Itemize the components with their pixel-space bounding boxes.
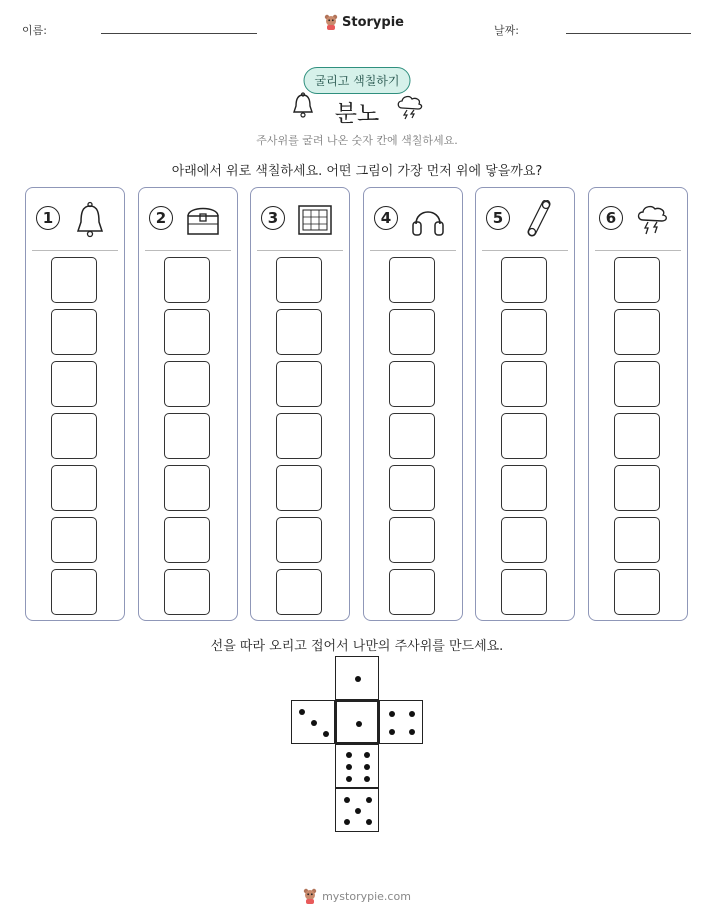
color-box[interactable] xyxy=(501,465,547,511)
dice-pip xyxy=(366,819,372,825)
color-box[interactable] xyxy=(501,413,547,459)
color-box[interactable] xyxy=(51,465,97,511)
column-divider xyxy=(370,250,456,251)
color-box[interactable] xyxy=(389,309,435,355)
color-box[interactable] xyxy=(389,517,435,563)
color-box[interactable] xyxy=(614,361,660,407)
color-box[interactable] xyxy=(276,465,322,511)
puzzle-board-icon xyxy=(295,200,335,240)
column-5 xyxy=(475,187,575,621)
color-box[interactable] xyxy=(501,517,547,563)
column-divider xyxy=(482,250,568,251)
color-box[interactable] xyxy=(51,309,97,355)
color-box[interactable] xyxy=(51,257,97,303)
name-line xyxy=(101,33,257,34)
dice-pip xyxy=(356,721,362,727)
dice-face-1 xyxy=(335,700,379,744)
activity-badge: 굴리고 색칠하기 xyxy=(304,67,411,94)
bear-logo-icon xyxy=(324,14,338,30)
color-box[interactable] xyxy=(614,517,660,563)
column-number: 1 xyxy=(36,206,60,230)
dice-pip xyxy=(346,752,352,758)
dice-pip xyxy=(366,797,372,803)
headphones-icon xyxy=(408,200,448,240)
dice-face-3 xyxy=(291,700,335,744)
dice-pip xyxy=(364,776,370,782)
dice-face-1 xyxy=(335,656,379,700)
column-number: 3 xyxy=(261,206,285,230)
color-box[interactable] xyxy=(51,413,97,459)
color-box[interactable] xyxy=(389,361,435,407)
dice-pip xyxy=(355,676,361,682)
page-title: 분노 xyxy=(334,101,380,127)
color-box[interactable] xyxy=(389,569,435,615)
dice-face-4 xyxy=(379,700,423,744)
column-4 xyxy=(363,187,463,621)
color-box[interactable] xyxy=(164,569,210,615)
brand-name: Storypie xyxy=(342,14,404,30)
date-line xyxy=(566,33,691,34)
dice-pip xyxy=(389,711,395,717)
color-box[interactable] xyxy=(276,517,322,563)
date-label: 날짜: xyxy=(494,24,519,37)
color-box[interactable] xyxy=(614,465,660,511)
column-6 xyxy=(588,187,688,621)
column-1 xyxy=(25,187,125,621)
color-box[interactable] xyxy=(389,465,435,511)
column-number: 5 xyxy=(486,206,510,230)
color-box[interactable] xyxy=(164,309,210,355)
instruction: 아래에서 위로 색칠하세요. 어떤 그림이 가장 먼저 위에 닿을까요? xyxy=(171,164,543,179)
color-box[interactable] xyxy=(164,465,210,511)
color-box[interactable] xyxy=(276,413,322,459)
net-instruction: 선을 따라 오리고 접어서 나만의 주사위를 만드세요. xyxy=(210,639,504,654)
dice-pip xyxy=(346,764,352,770)
color-box[interactable] xyxy=(614,309,660,355)
column-divider xyxy=(32,250,118,251)
column-3 xyxy=(250,187,350,621)
dice-pip xyxy=(344,797,350,803)
bell-icon xyxy=(70,200,110,240)
column-divider xyxy=(257,250,343,251)
color-box[interactable] xyxy=(276,257,322,303)
color-box[interactable] xyxy=(389,257,435,303)
dice-pip xyxy=(409,711,415,717)
dice-face-6 xyxy=(335,744,379,788)
color-box[interactable] xyxy=(614,413,660,459)
column-2 xyxy=(138,187,238,621)
color-box[interactable] xyxy=(501,569,547,615)
column-divider xyxy=(595,250,681,251)
dice-pip xyxy=(389,729,395,735)
color-box[interactable] xyxy=(276,361,322,407)
dice-pip xyxy=(364,764,370,770)
dice-pip xyxy=(323,731,329,737)
dice-pip xyxy=(409,729,415,735)
bear-logo-icon xyxy=(303,888,317,904)
storm-cloud-icon xyxy=(395,92,425,120)
dice-pip xyxy=(346,776,352,782)
dice-pip xyxy=(311,720,317,726)
color-box[interactable] xyxy=(614,569,660,615)
color-box[interactable] xyxy=(389,413,435,459)
brand-logo xyxy=(324,14,404,30)
column-number: 2 xyxy=(149,206,173,230)
color-box[interactable] xyxy=(51,517,97,563)
footer-url: mystorypie.com xyxy=(322,889,411,903)
subtitle: 주사위를 굴려 나온 숫자 칸에 색칠하세요. xyxy=(256,134,458,147)
column-divider xyxy=(145,250,231,251)
treasure-chest-icon xyxy=(183,200,223,240)
color-box[interactable] xyxy=(501,309,547,355)
color-box[interactable] xyxy=(276,309,322,355)
dice-pip xyxy=(364,752,370,758)
dice-face-5 xyxy=(335,788,379,832)
color-box[interactable] xyxy=(51,361,97,407)
color-box[interactable] xyxy=(501,361,547,407)
name-label: 이름: xyxy=(22,24,47,37)
scroll-icon xyxy=(520,200,560,240)
dice-pip xyxy=(299,709,305,715)
color-box[interactable] xyxy=(164,361,210,407)
footer xyxy=(0,888,714,904)
color-box[interactable] xyxy=(501,257,547,303)
color-box[interactable] xyxy=(164,517,210,563)
color-box[interactable] xyxy=(164,413,210,459)
color-box[interactable] xyxy=(614,257,660,303)
dice-pip xyxy=(344,819,350,825)
storm-cloud-icon xyxy=(633,200,673,240)
column-number: 6 xyxy=(599,206,623,230)
column-number: 4 xyxy=(374,206,398,230)
color-box[interactable] xyxy=(51,569,97,615)
color-box[interactable] xyxy=(276,569,322,615)
dice-pip xyxy=(355,808,361,814)
color-box[interactable] xyxy=(164,257,210,303)
